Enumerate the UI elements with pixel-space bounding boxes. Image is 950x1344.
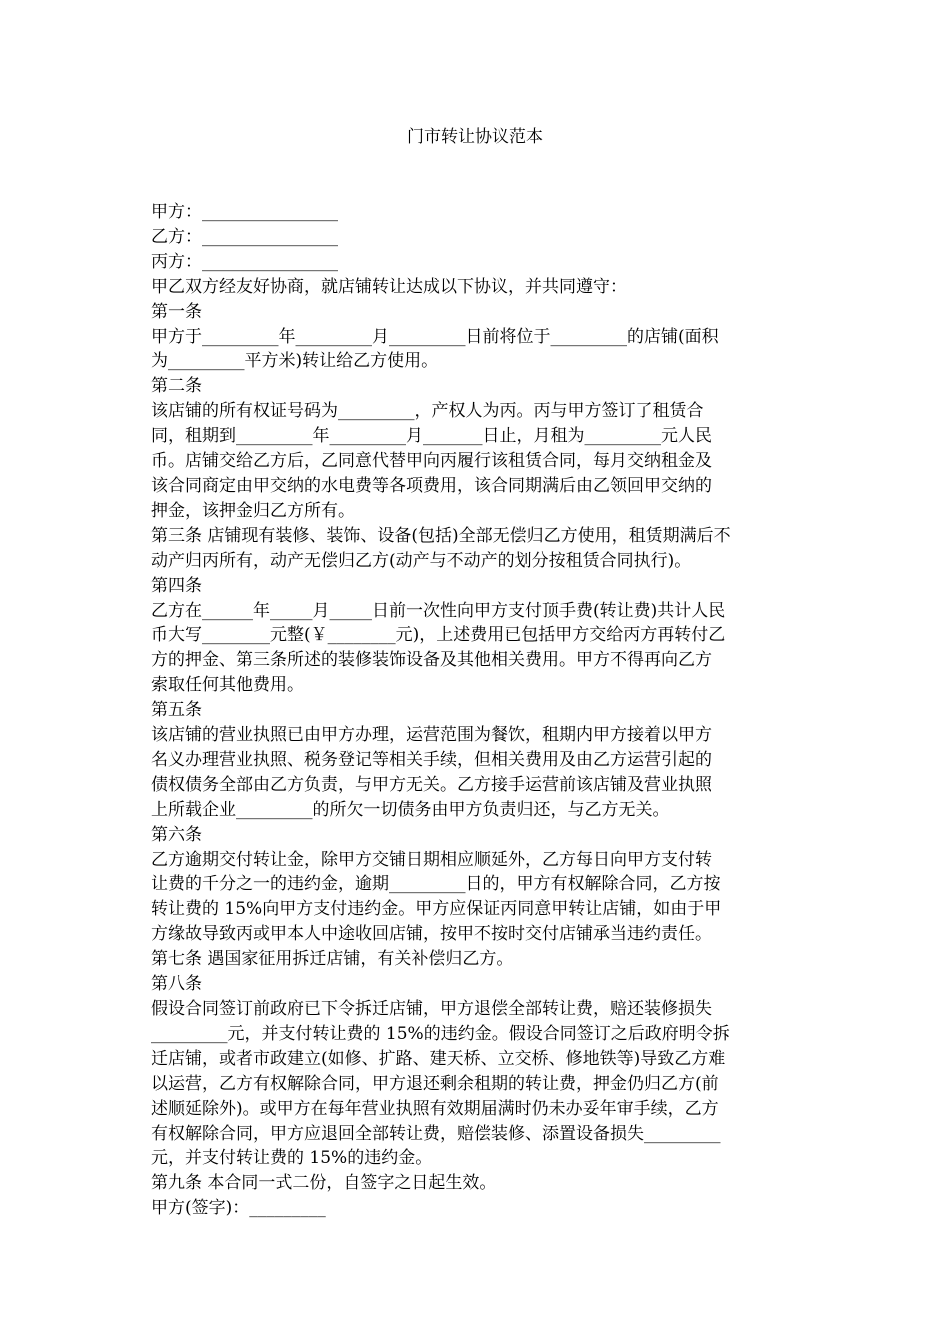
article-heading: 第五条 (151, 700, 202, 721)
article-heading: 第二条 (151, 376, 202, 397)
party-a-line: 甲方：________________ (151, 202, 338, 222)
article-text-line: 元，并支付转让费的 15%的违约金。 (151, 1148, 433, 1169)
article-text-line: 方的押金、第三条所述的装修装饰设备及其他相关费用。甲方不得再向乙方 (151, 650, 712, 671)
article-text-line: 假设合同签订前政府已下令拆迁店铺，甲方退偿全部转让费，赔还装修损失 (151, 999, 712, 1019)
article-text-line: 币大写________元整(￥________元)，上述费用已包括甲方交给丙方再转付乙 (151, 625, 726, 646)
document-body (151, 200, 803, 1221)
article-text-line: _________元，并支付转让费的 15%的违约金。假设合同签订之后政府明令拆 (151, 1023, 730, 1044)
article-text-line: 乙方在______年_____月_____日前一次性向甲方支付顶手费(转让费)共计人民 (151, 600, 726, 621)
article-text-line: 币。店铺交给乙方后，乙同意代替甲向丙履行该租赁合同，每月交纳租金及 (151, 451, 712, 472)
article-text-line: 让费的千分之一的违约金，逾期_________日的，甲方有权解除合同，乙方按 (151, 874, 721, 895)
article-heading: 第四条 (151, 575, 202, 596)
preamble-line: 甲乙双方经友好协商，就店铺转让达成以下协议，并共同遵守： (151, 276, 627, 297)
article-heading: 第一条 (151, 301, 202, 322)
article-text-line: 同，租期到_________年_________月_______日止，月租为_________元人民 (151, 426, 712, 447)
article-text-line: 有权解除合同，甲方应退回全部转让费，赔偿装修、添置设备损失_________ (151, 1123, 721, 1144)
article-text-line: 以运营，乙方有权解除合同，甲方退还剩余租期的转让费，押金仍归乙方(前 (151, 1073, 719, 1094)
article-text-line: 甲方于_________年_________月_________日前将位于_________的店铺(面积 (151, 326, 719, 347)
document-title: 门市转让协议范本 (407, 127, 543, 147)
article-text-line: 为_________平方米)转让给乙方使用。 (151, 351, 439, 372)
article-text-line: 第七条 遇国家征用拆迁店铺，有关补偿归乙方。 (151, 949, 514, 970)
article-text-line: 迁店铺，或者市政建立(如修、扩路、建天桥、立交桥、修地铁等)导致乙方难 (151, 1048, 726, 1069)
party-c-line: 丙方：________________ (151, 251, 338, 272)
article-text-line: 该店铺的营业执照已由甲方办理，运营范围为餐饮，租期内甲方接着以甲方 (151, 725, 712, 746)
article-text-line: 第三条 店铺现有装修、装饰、设备(包括)全部无偿归乙方使用，租赁期满后不 (151, 525, 731, 546)
article-text-line: 转让费的 15%向甲方支付违约金。甲方应保证丙同意甲转让店铺，如由于甲 (151, 899, 722, 920)
article-text-line: 方缘故导致丙或甲本人中途收回店铺，按甲不按时交付店铺承当违约责任。 (151, 924, 712, 945)
article-text-line: 该合同商定由甲交纳的水电费等各项费用，该合同期满后由乙领回甲交纳的 (151, 475, 712, 496)
article-text-line: 名义办理营业执照、税务登记等相关手续，但相关费用及由乙方运营引起的 (151, 749, 712, 770)
article-heading: 第八条 (151, 974, 202, 995)
article-text-line: 述顺延除外)。或甲方在每年营业执照有效期届满时仍未办妥年审手续，乙方 (151, 1098, 719, 1119)
article-heading: 第六条 (151, 824, 202, 845)
article-text-line: 该店铺的所有权证号码为_________，产权人为丙。丙与甲方签订了租赁合 (151, 401, 704, 422)
party-b-line: 乙方：________________ (151, 226, 338, 247)
article-text-line: 上所载企业_________的所欠一切债务由甲方负责归还，与乙方无关。 (151, 799, 670, 820)
article-text-line: 第九条 本合同一式二份，自签字之日起生效。 (151, 1173, 497, 1194)
signature-line: 甲方(签字)：_________ (151, 1198, 326, 1219)
article-text-line: 索取任何其他费用。 (151, 675, 304, 696)
article-text-line: 动产归丙所有，动产无偿归乙方(动产与不动产的划分按租赁合同执行)。 (151, 550, 692, 571)
article-text-line: 债权债务全部由乙方负责，与甲方无关。乙方接手运营前该店铺及营业执照 (151, 774, 712, 795)
article-text-line: 押金，该押金归乙方所有。 (151, 500, 355, 521)
article-text-line: 乙方逾期交付转让金，除甲方交铺日期相应顺延外，乙方每日向甲方支付转 (151, 849, 712, 870)
